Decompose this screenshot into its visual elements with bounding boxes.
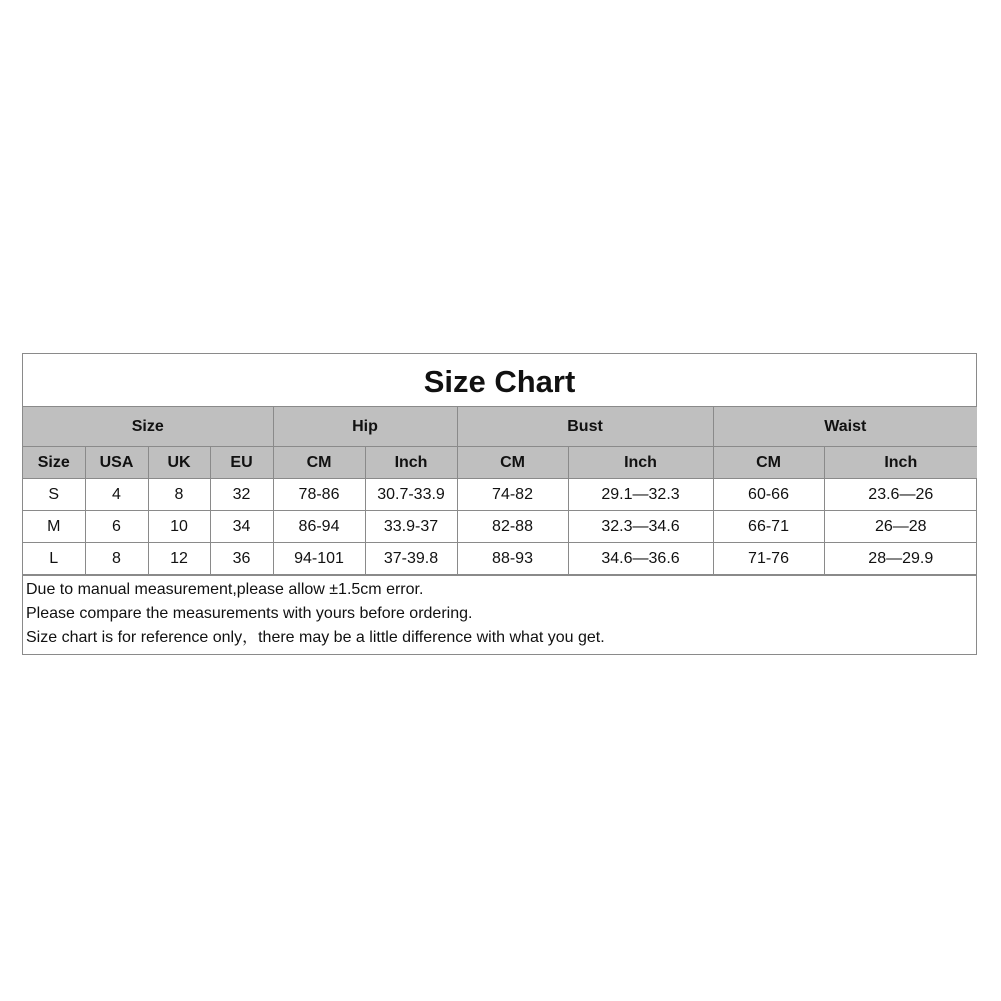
- table-cell: S: [23, 479, 85, 511]
- table-cell: 8: [85, 543, 148, 575]
- table-cell: 23.6—26: [824, 479, 977, 511]
- sub-header-size: Size: [23, 447, 85, 479]
- table-cell: 32: [210, 479, 273, 511]
- table-cell: 82-88: [457, 511, 568, 543]
- table-cell: 29.1—32.3: [568, 479, 713, 511]
- table-cell: 4: [85, 479, 148, 511]
- table-cell: 30.7-33.9: [365, 479, 457, 511]
- sub-header-hip-inch: Inch: [365, 447, 457, 479]
- table-row: [23, 479, 977, 511]
- sub-header-row: [23, 447, 977, 479]
- notes-section: [23, 575, 976, 654]
- table-cell: 74-82: [457, 479, 568, 511]
- note-line-compare: Please compare the measurements with yours before ordering.: [26, 605, 473, 622]
- table-row: [23, 511, 977, 543]
- table-cell: 28—29.9: [824, 543, 977, 575]
- sub-header-eu: EU: [210, 447, 273, 479]
- sub-header-usa: USA: [85, 447, 148, 479]
- table-cell: 60-66: [713, 479, 824, 511]
- group-header-bust: Bust: [457, 407, 713, 447]
- table-row: [23, 543, 977, 575]
- note-line-reference: Size chart is for reference only，there may be a little difference with what you get.: [26, 629, 605, 646]
- table-cell: 26—28: [824, 511, 977, 543]
- group-header-waist: Waist: [713, 407, 977, 447]
- group-header-size: Size: [23, 407, 273, 447]
- sub-header-waist-inch: Inch: [824, 447, 977, 479]
- sub-header-bust-cm: CM: [457, 447, 568, 479]
- sub-header-waist-cm: CM: [713, 447, 824, 479]
- chart-title: Size Chart: [23, 354, 976, 407]
- table-cell: 36: [210, 543, 273, 575]
- size-chart: [22, 353, 977, 655]
- sub-header-hip-cm: CM: [273, 447, 365, 479]
- table-cell: M: [23, 511, 85, 543]
- table-cell: 88-93: [457, 543, 568, 575]
- size-table: [23, 407, 977, 575]
- note-line-measurement-error: Due to manual measurement,please allow ±1.5cm error.: [26, 581, 424, 598]
- table-cell: 8: [148, 479, 210, 511]
- table-cell: 94-101: [273, 543, 365, 575]
- sub-header-uk: UK: [148, 447, 210, 479]
- table-cell: 32.3—34.6: [568, 511, 713, 543]
- table-cell: 34.6—36.6: [568, 543, 713, 575]
- table-cell: 6: [85, 511, 148, 543]
- table-cell: 10: [148, 511, 210, 543]
- group-header-row: [23, 407, 977, 447]
- group-header-hip: Hip: [273, 407, 457, 447]
- table-cell: 78-86: [273, 479, 365, 511]
- table-cell: L: [23, 543, 85, 575]
- table-cell: 34: [210, 511, 273, 543]
- table-cell: 66-71: [713, 511, 824, 543]
- table-cell: 71-76: [713, 543, 824, 575]
- table-cell: 33.9-37: [365, 511, 457, 543]
- sub-header-bust-inch: Inch: [568, 447, 713, 479]
- table-cell: 37-39.8: [365, 543, 457, 575]
- table-cell: 86-94: [273, 511, 365, 543]
- table-cell: 12: [148, 543, 210, 575]
